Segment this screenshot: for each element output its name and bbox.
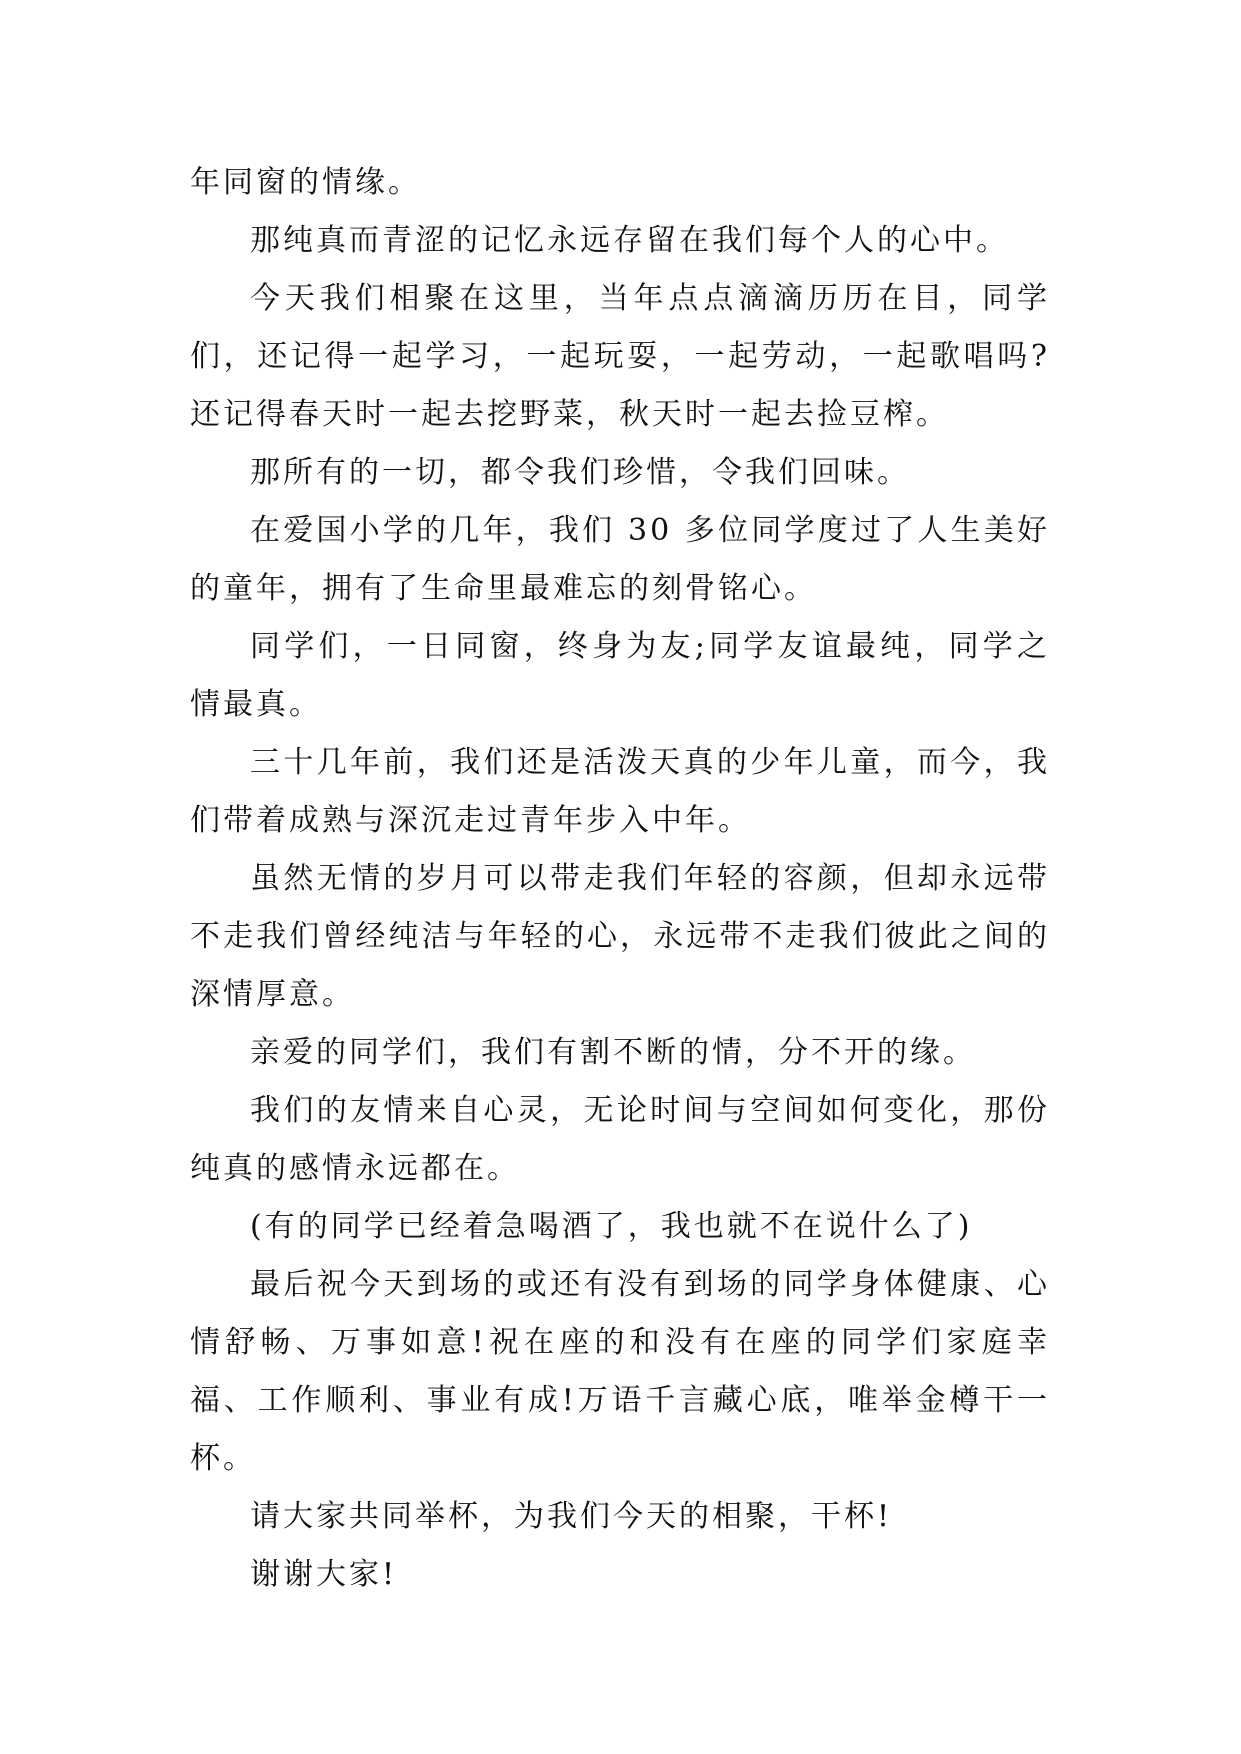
paragraph: 同学们，一日同窗，终身为友;同学友谊最纯，同学之情最真。 <box>190 629 1050 722</box>
paragraph: 在爱国小学的几年，我们 30 多位同学度过了人生美好的童年，拥有了生命里最难忘的刻骨铭心。 <box>190 513 1050 606</box>
paragraph: 虽然无情的岁月可以带走我们年轻的容颜，但却永远带不走我们曾经纯洁与年轻的心，永远带不走我们彼此之间的深情厚意。 <box>190 861 1050 1012</box>
paragraph: 请大家共同举杯，为我们今天的相聚，干杯! <box>250 1499 893 1534</box>
paragraph: (有的同学已经着急喝酒了，我也就不在说什么了) <box>250 1209 973 1244</box>
document-body <box>190 154 1050 1604</box>
paragraph: 最后祝今天到场的或还有没有到场的同学身体健康、心情舒畅、万事如意!祝在座的和没有在座的同学们家庭幸福、工作顺利、事业有成!万语千言藏心底，唯举金樽干一杯。 <box>190 1267 1050 1476</box>
paragraph: 今天我们相聚在这里，当年点点滴滴历历在目，同学们，还记得一起学习，一起玩耍，一起劳动，一起歌唱吗?还记得春天时一起去挖野菜，秋天时一起去捡豆榨。 <box>190 281 1050 432</box>
paragraph: 谢谢大家! <box>250 1557 398 1592</box>
paragraph: 年同窗的情缘。 <box>190 165 421 200</box>
paragraph: 那纯真而青涩的记忆永远存留在我们每个人的心中。 <box>250 223 1009 258</box>
paragraph: 我们的友情来自心灵，无论时间与空间如何变化，那份纯真的感情永远都在。 <box>190 1093 1050 1186</box>
paragraph: 那所有的一切，都令我们珍惜，令我们回味。 <box>250 455 910 490</box>
paragraph: 亲爱的同学们，我们有割不断的情，分不开的缘。 <box>250 1035 976 1070</box>
paragraph: 三十几年前，我们还是活泼天真的少年儿童，而今，我们带着成熟与深沉走过青年步入中年。 <box>190 745 1050 838</box>
